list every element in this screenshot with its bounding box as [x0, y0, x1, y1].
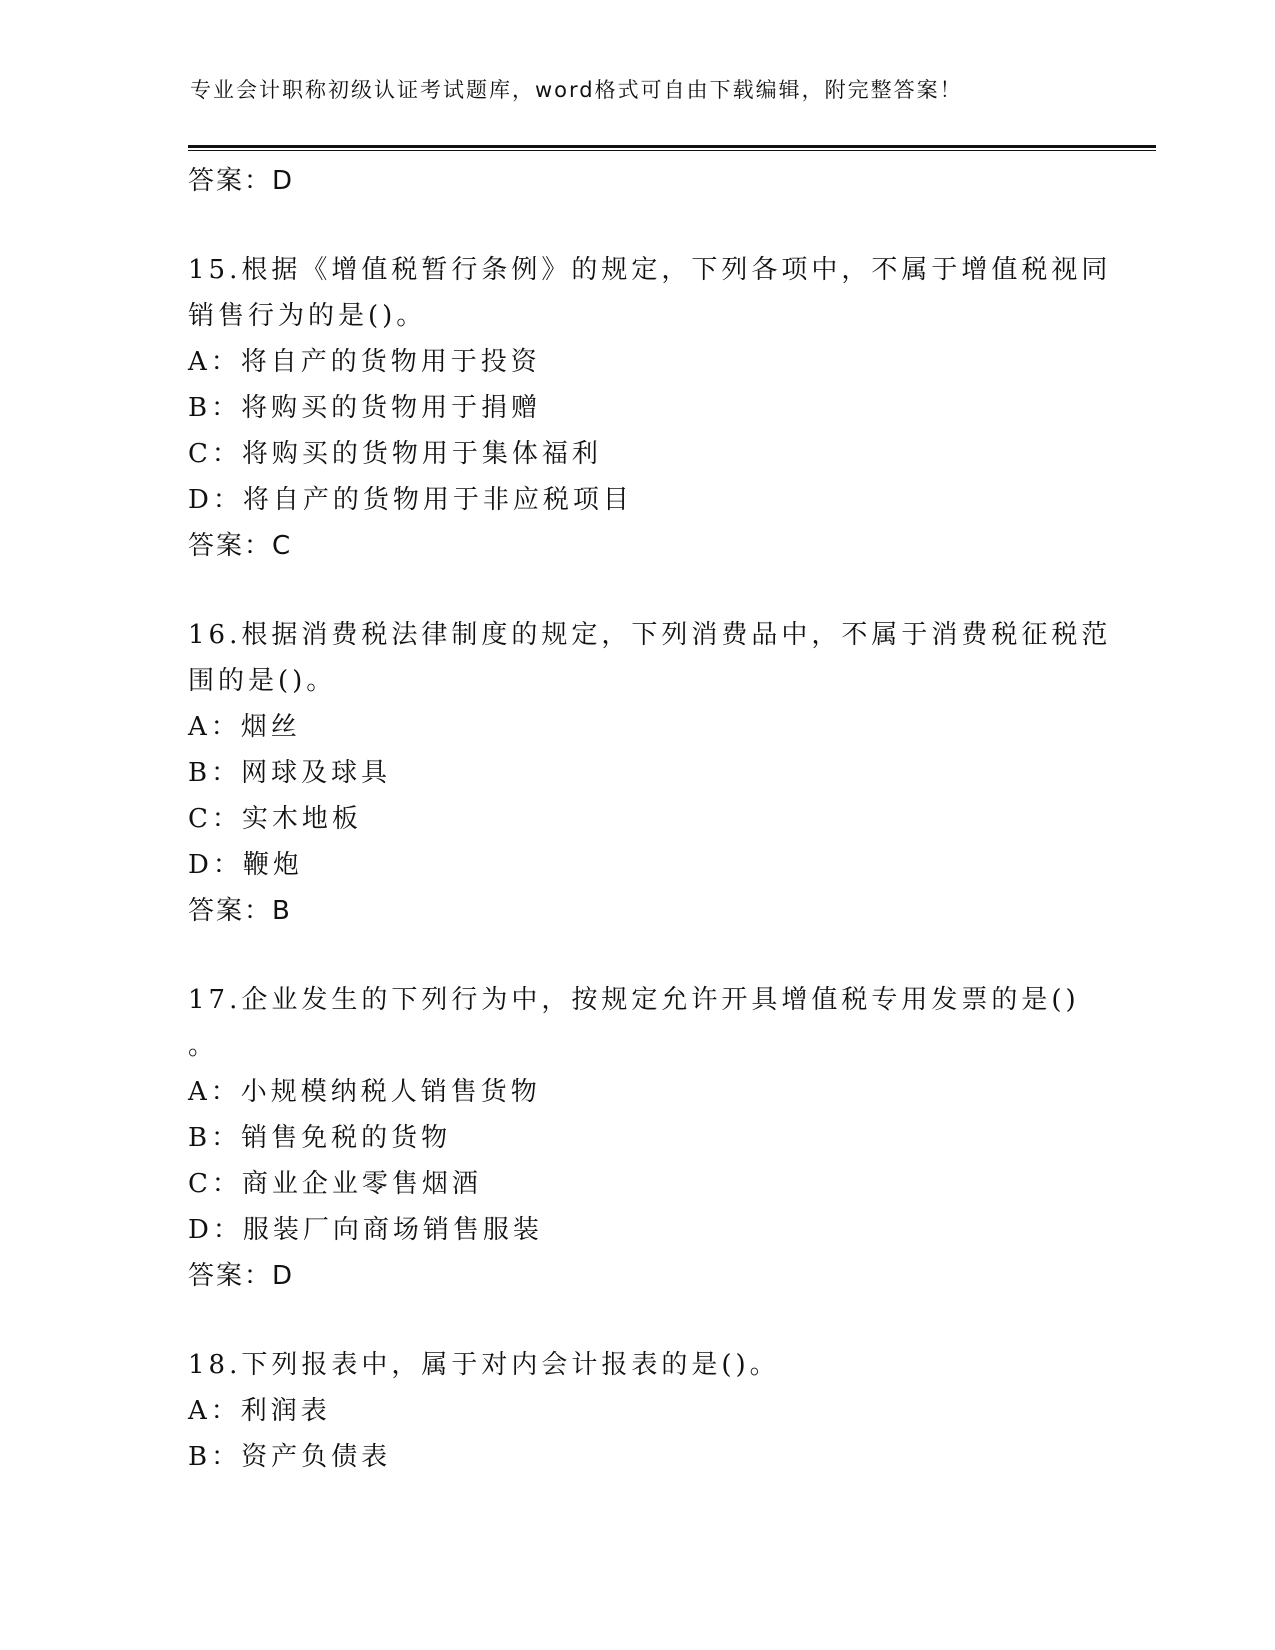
option-a: A：利润表: [188, 1396, 331, 1426]
answer-line: 答案：B: [188, 896, 292, 926]
spacer: [188, 1299, 1088, 1342]
option-b: B：将购买的货物用于捐赠: [188, 393, 542, 423]
question-stem: 围的是()。: [188, 666, 337, 696]
option-a: A：烟丝: [188, 712, 301, 742]
option-d: D：将自产的货物用于非应税项目: [188, 485, 633, 515]
question-block: [188, 1342, 1088, 1480]
question-stem: 15.根据《增值税暂行条例》的规定，下列各项中，不属于增值税视同: [188, 255, 1112, 285]
option-a: A：将自产的货物用于投资: [188, 347, 541, 377]
header-rule-thin: [188, 150, 1156, 151]
question-block: [188, 612, 1112, 934]
answer-line: 答案：D: [188, 166, 295, 196]
spacer: [188, 934, 1088, 977]
question-block: [188, 977, 1088, 1299]
question-list: [188, 158, 1112, 1480]
question-block: [188, 247, 1112, 569]
option-a: A：小规模纳税人销售货物: [188, 1077, 541, 1107]
answer-line: 答案：D: [188, 1261, 295, 1291]
answer-line: 答案：C: [188, 531, 293, 561]
option-c: C：实木地板: [188, 804, 362, 834]
question-stem: 18.下列报表中，属于对内会计报表的是()。: [188, 1350, 780, 1380]
question-stem: 销售行为的是()。: [188, 301, 427, 331]
question-stem: 。: [188, 1031, 219, 1061]
option-b: B：资产负债表: [188, 1442, 392, 1472]
option-c: C：将购买的货物用于集体福利: [188, 439, 602, 469]
option-d: D：鞭炮: [188, 850, 303, 880]
page-header: 专业会计职称初级认证考试题库，word格式可自由下载编辑，附完整答案！: [190, 78, 963, 102]
spacer: [188, 569, 1088, 612]
question-stem: 16.根据消费税法律制度的规定，下列消费品中，不属于消费税征税范: [188, 620, 1112, 650]
option-c: C：商业企业零售烟酒: [188, 1169, 482, 1199]
header-rule-thick: [188, 145, 1156, 148]
question-stem: 17.企业发生的下列行为中，按规定允许开具增值税专用发票的是(): [188, 985, 1080, 1015]
option-b: B：网球及球具: [188, 758, 392, 788]
option-b: B：销售免税的货物: [188, 1123, 452, 1153]
spacer: [188, 204, 1088, 247]
option-d: D：服装厂向商场销售服装: [188, 1215, 543, 1245]
